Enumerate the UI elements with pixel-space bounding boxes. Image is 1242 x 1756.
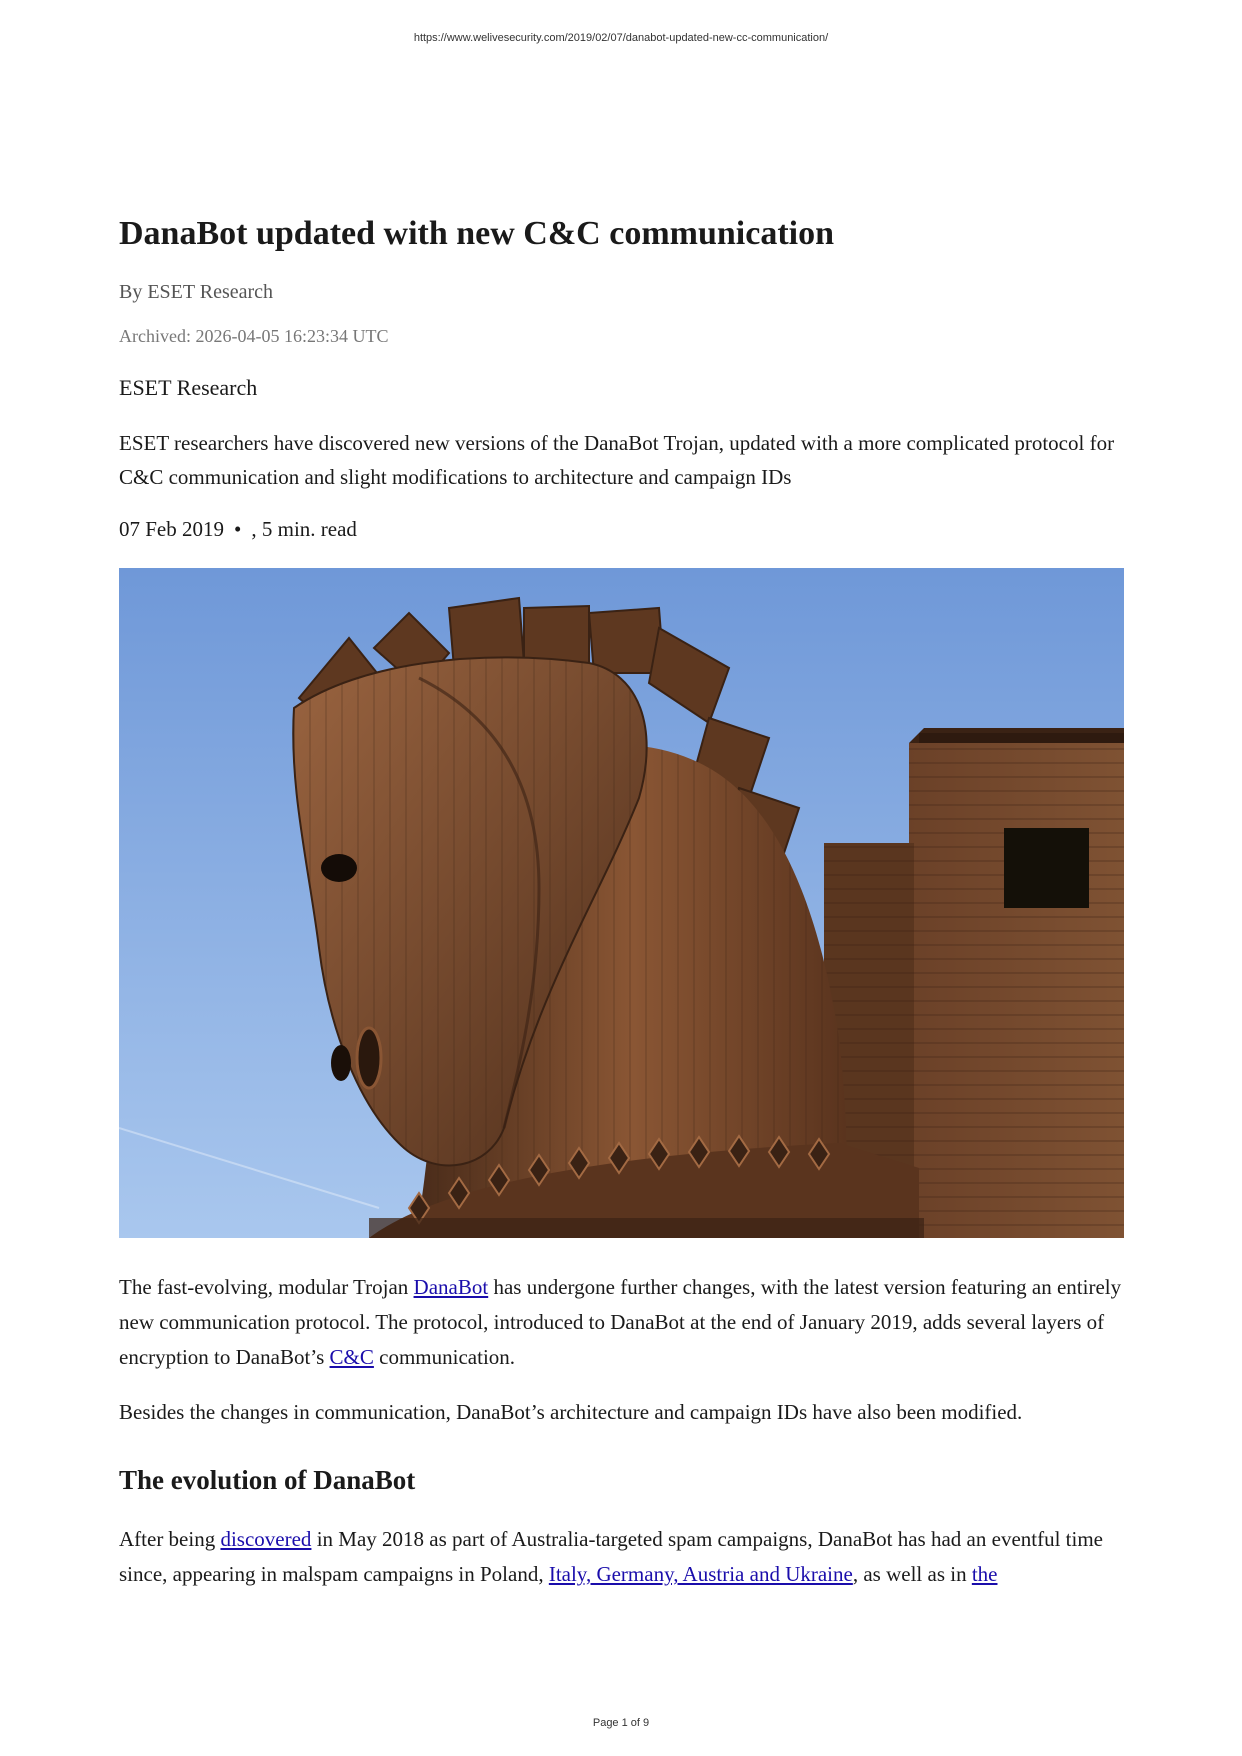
publish-date: 07 Feb 2019 <box>119 517 224 541</box>
link-danabot[interactable]: DanaBot <box>413 1275 489 1299</box>
print-url-header: https://www.welivesecurity.com/2019/02/07/danabot-updated-new-cc-communication/ <box>413 32 829 44</box>
section-heading-evolution: The evolution of DanaBot <box>119 1465 416 1495</box>
link-cc[interactable]: C&C <box>329 1345 374 1369</box>
horse-eye <box>321 854 357 882</box>
link-the[interactable]: the <box>971 1562 998 1586</box>
paragraph-text: After being <box>119 1527 221 1551</box>
article-title: DanaBot updated with new C&C communication <box>119 215 834 252</box>
read-time: , 5 min. read <box>251 517 357 541</box>
meta-separator: • <box>234 517 242 541</box>
article-byline: By ESET Research <box>119 281 274 303</box>
article-lead: ESET researchers have discovered new versions of the DanaBot Trojan, updated with a more complicated protocol for C&C communication and slight modifications to architecture and campaign IDs <box>119 431 1115 489</box>
article <box>119 212 1124 1592</box>
tower-window <box>1004 828 1089 908</box>
hero-image <box>119 568 1124 1238</box>
horse-nostril <box>357 1028 381 1088</box>
paragraph-intro <box>119 1270 1124 1375</box>
page-number: Page 1 of 9 <box>592 1717 650 1729</box>
paragraph-evolution <box>119 1522 1124 1592</box>
link-countries[interactable]: Italy, Germany, Austria and Ukraine <box>548 1562 853 1586</box>
paragraph-changes: Besides the changes in communication, DanaBot’s architecture and campaign IDs have also been modified. <box>119 1400 1023 1424</box>
paragraph-text: , as well as in <box>852 1562 972 1586</box>
article-meta <box>119 514 1124 544</box>
link-discovered[interactable]: discovered <box>220 1527 312 1551</box>
paragraph-text: in May 2018 as part of Australia-targeted spam campaigns, DanaBot has had an eventful time since, appearing in malspam campaigns in Poland, <box>119 1527 1103 1586</box>
paragraph-text: has undergone further changes, with the latest version featuring an entirely new communication protocol. The protocol, introduced to DanaBot at the end of January 2019, adds several layers of encryption to DanaBot’s <box>119 1275 1122 1369</box>
paragraph-text: communication. <box>373 1345 516 1369</box>
section-label: ESET Research <box>119 375 258 400</box>
paragraph-text: The fast-evolving, modular Trojan <box>119 1275 414 1299</box>
archived-timestamp: Archived: 2026-04-05 16:23:34 UTC <box>119 326 389 346</box>
